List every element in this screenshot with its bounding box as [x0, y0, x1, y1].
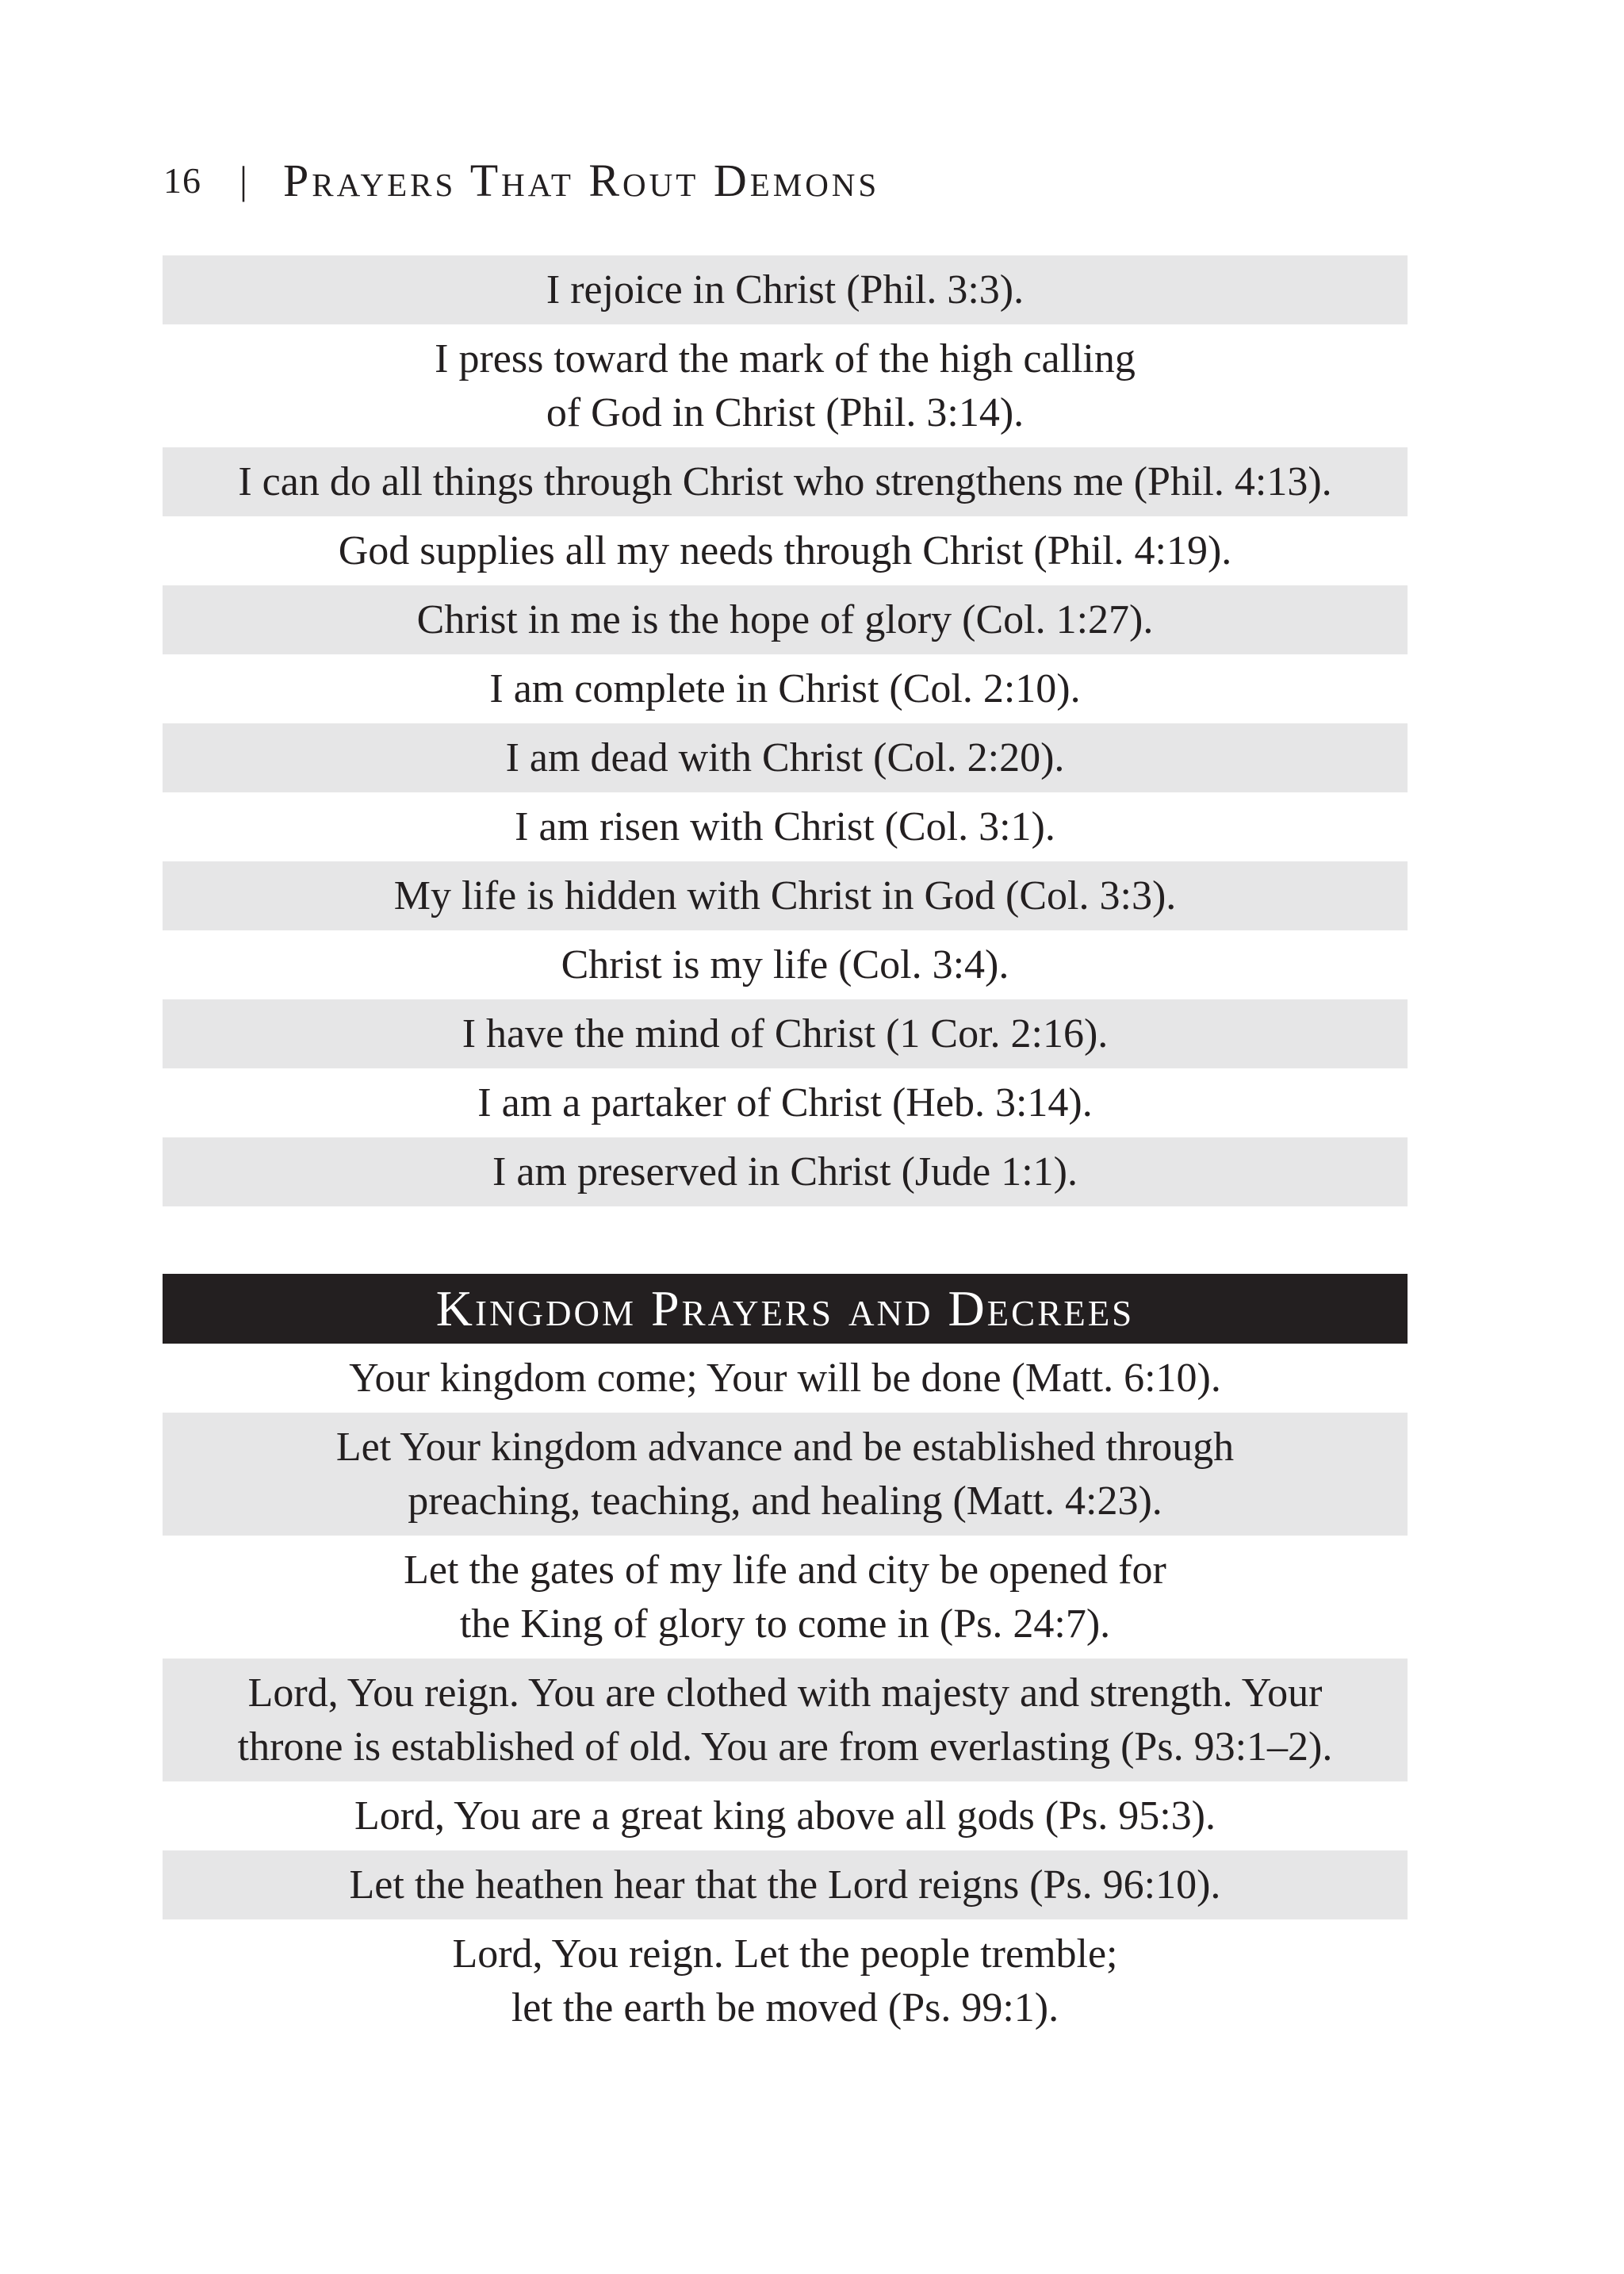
declaration-row [163, 516, 1408, 585]
section-heading-kingdom [163, 1274, 1408, 1344]
declaration-row [163, 1781, 1408, 1850]
declaration-row [163, 585, 1408, 654]
declaration-text: I am preserved in Christ (Jude 1:1). [492, 1149, 1078, 1195]
declaration-text: Let the heathen hear that the Lord reigns (Ps. 96:10). [349, 1862, 1221, 1908]
page-number: 16 [163, 159, 201, 201]
declaration-row [163, 723, 1408, 792]
book-title: Prayers That Rout Demons [283, 154, 880, 206]
declaration-row [163, 1068, 1408, 1137]
declaration-row [163, 1850, 1408, 1919]
declaration-text: Lord, You reign. Let the people tremble; let the earth be moved (Ps. 99:1). [452, 1931, 1118, 2030]
declaration-text: Christ is my life (Col. 3:4). [561, 941, 1009, 987]
declaration-text: Let Your kingdom advance and be established through preaching, teaching, and healing (Matt. 4:23). [335, 1424, 1235, 1524]
declaration-text: Your kingdom come; Your will be done (Matt. 6:10). [349, 1355, 1221, 1401]
declaration-text: I have the mind of Christ (1 Cor. 2:16). [462, 1010, 1109, 1056]
declaration-row [163, 1536, 1408, 1659]
declaration-text: I can do all things through Christ who strengthens me (Phil. 4:13). [238, 458, 1332, 504]
declaration-text: I rejoice in Christ (Phil. 3:3). [546, 267, 1025, 313]
declaration-row [163, 1413, 1408, 1536]
declaration-row [163, 999, 1408, 1068]
declaration-row [163, 792, 1408, 861]
declaration-row [163, 654, 1408, 723]
declaration-row [163, 930, 1408, 999]
header-separator: | [239, 158, 249, 202]
declaration-text: I press toward the mark of the high calling of God in Christ (Phil. 3:14). [435, 336, 1136, 435]
running-head [163, 152, 879, 208]
declaration-row [163, 861, 1408, 930]
declaration-text: I am dead with Christ (Col. 2:20). [505, 734, 1065, 780]
declaration-row [163, 447, 1408, 516]
declaration-text: My life is hidden with Christ in God (Col. 3:3). [393, 872, 1177, 918]
declaration-text: I am risen with Christ (Col. 3:1). [515, 803, 1055, 849]
declaration-row [163, 1137, 1408, 1206]
declaration-text: I am a partaker of Christ (Heb. 3:14). [477, 1079, 1093, 1125]
declaration-text: Let the gates of my life and city be opened for the King of glory to come in (Ps. 24:7). [404, 1547, 1166, 1647]
declarations-list-christ [163, 255, 1408, 1206]
declaration-text: Lord, You are a great king above all gods (Ps. 95:3). [354, 1793, 1216, 1839]
declaration-row [163, 1659, 1408, 1781]
declarations-list-kingdom [163, 1344, 1408, 2042]
declaration-row [163, 1344, 1408, 1413]
section-heading-text: Kingdom Prayers and Decrees [435, 1280, 1135, 1336]
declaration-row [163, 324, 1408, 447]
declaration-text: God supplies all my needs through Christ (Phil. 4:19). [338, 527, 1232, 573]
declaration-text: I am complete in Christ (Col. 2:10). [489, 665, 1081, 711]
declaration-text: Christ in me is the hope of glory (Col. 1:27). [416, 596, 1154, 642]
declaration-row [163, 255, 1408, 324]
declaration-row [163, 1919, 1408, 2042]
declaration-text: Lord, You reign. You are clothed with majesty and strength. Your throne is established of old. You are from everlasting (Ps. 93:1–2). [237, 1670, 1333, 1770]
